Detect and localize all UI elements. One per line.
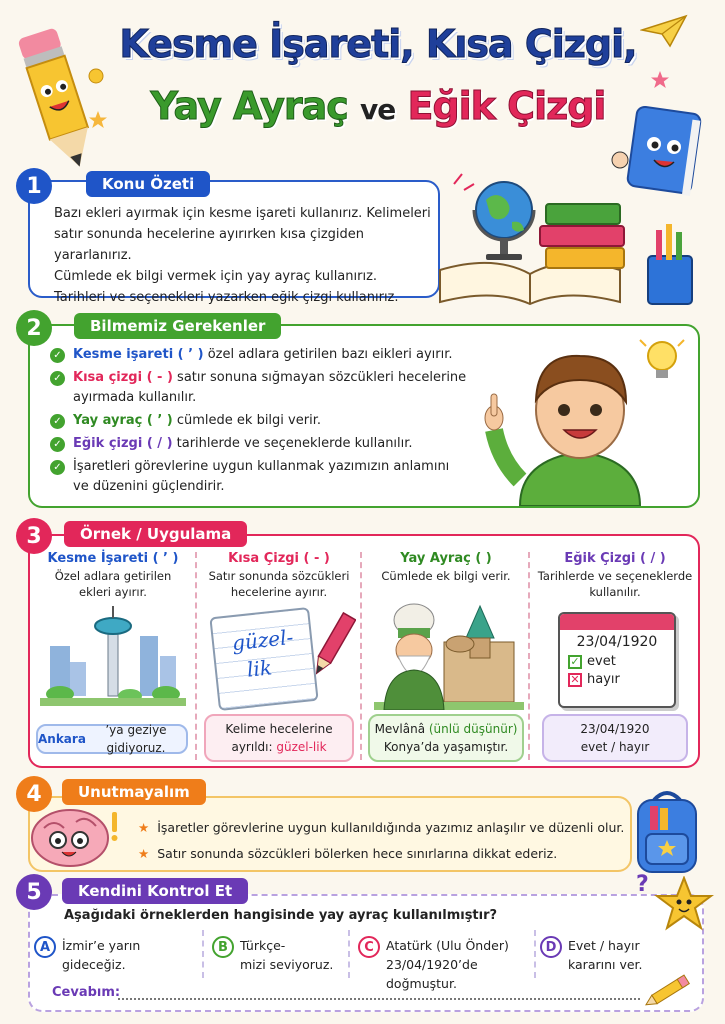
example-parentheses: Mevlânâ (ünlü düşünür) Konya’da yaşamıştır.: [368, 714, 524, 762]
star-icon: [88, 110, 108, 130]
notebook-word: lik: [245, 655, 274, 682]
paper-plane-icon: [640, 14, 688, 48]
summary-text: Bazı ekleri ayırmak için kesme işareti kullanırız. Kelimeleri satır sonunda hecelerine ayırırken kısa çizgiden yararlanırız. Cümlede ek bilgi vermek için yay ayraç kullanırız. Tarihleri ve seçenekleri yazarken eğik çizgi kullanırız.: [54, 206, 431, 305]
option-b[interactable]: B Türkçe- mizi seviyoruz.: [212, 936, 342, 974]
example-col-slash: Eğik Çizgi ( / ) Tarihlerde ve seçeneklerde kullanılır.: [537, 551, 693, 599]
calendar-yes: ✓ evet: [568, 654, 674, 669]
notebook-illustration: [209, 607, 318, 711]
list-item: ✓ Kısa çizgi ( - ) satır sonuna sığmayan sözcükleri hecelerine ayırmada kullanılır.: [50, 368, 490, 408]
option-divider: [534, 930, 536, 978]
notebook-word: güzel-: [230, 624, 295, 656]
mevlana-illustration-icon: [374, 598, 524, 710]
check-icon: ✓: [50, 460, 65, 475]
section-number: 2: [16, 310, 52, 346]
column-divider: [195, 552, 197, 760]
calendar-illustration: [558, 612, 676, 708]
star-bullet-icon: ★: [138, 846, 150, 861]
answer-label: Cevabım:: [52, 985, 121, 1000]
check-icon: ✓: [50, 371, 65, 386]
section-label: Konu Özeti: [86, 171, 210, 197]
red-pencil-icon: [310, 610, 356, 680]
section-label: Unutmayalım: [62, 779, 206, 805]
section-number: 4: [16, 776, 52, 812]
option-divider: [202, 930, 204, 978]
list-item: ✓ İşaretleri görevlerine uygun kullanmak yazımızın anlamını ve düzenini güçlendirir.: [50, 457, 490, 497]
list-item: ✓ Yay ayraç ( ’ ) cümlede ek bilgi verir.: [50, 411, 490, 431]
question-text: Aşağıdaki örneklerden hangisinde yay ayraç kullanılmıştır?: [64, 908, 498, 923]
boy-pointing-illustration-icon: [480, 330, 700, 506]
page-title: Kesme İşareti, Kısa Çizgi,: [119, 22, 637, 66]
section-number: 5: [16, 874, 52, 910]
example-hyphen: Kelime hecelerine ayrıldı: güzel-lik: [204, 714, 354, 762]
calendar-header: [560, 614, 674, 630]
calendar-no: ✕ hayır: [568, 672, 674, 687]
ankara-tower-illustration-icon: [40, 606, 186, 706]
list-item: ✓ Eğik çizgi ( / ) tarihlerde ve seçeneklerde kullanılır.: [50, 434, 490, 454]
remember-list: [138, 818, 628, 864]
example-col-hyphen: Kısa Çizgi ( - ) Satır sonunda sözcükleri hecelerine ayırır.: [208, 551, 350, 599]
section-label: Bilmemiz Gerekenler: [74, 313, 281, 339]
check-icon: ✓: [50, 414, 65, 429]
example-col-apostrophe: Kesme İşareti ( ’ ) Özel adlara getirilen ekleri ayırır.: [47, 551, 179, 599]
section-number: 1: [16, 168, 52, 204]
star-bullet-icon: ★: [138, 820, 150, 835]
option-c[interactable]: C Atatürk (Ulu Önder) 23/04/1920’de doğmuştur.: [358, 936, 534, 993]
check-icon: ✓: [50, 437, 65, 452]
star-mascot-icon: [654, 876, 714, 932]
page-title-line2: Yay Ayraç ve Eğik Çizgi: [150, 84, 606, 128]
calendar-date: 23/04/1920: [576, 634, 658, 650]
question-mark-icon: ?: [636, 872, 649, 897]
checkbox-checked-icon: ✓: [568, 655, 582, 669]
section-label: Örnek / Uygulama: [64, 521, 247, 547]
pencil-icon: [642, 972, 694, 1010]
section-label: Kendini Kontrol Et: [62, 878, 248, 904]
column-divider: [528, 552, 530, 760]
answer-line[interactable]: [118, 998, 640, 1000]
star-icon: [650, 70, 670, 90]
example-slash: 23/04/1920 evet / hayır: [542, 714, 688, 762]
backpack-icon: [628, 786, 706, 876]
option-divider: [348, 930, 350, 978]
option-d[interactable]: D Evet / hayır kararını ver.: [540, 936, 670, 974]
checkbox-x-icon: ✕: [568, 673, 582, 687]
pencil-mascot-icon: [8, 20, 108, 180]
knowledge-list: [50, 345, 490, 497]
column-divider: [360, 552, 362, 760]
option-a[interactable]: A İzmir’e yarın gideceğiz.: [34, 936, 204, 974]
globe-books-illustration-icon: [434, 170, 704, 308]
example-col-parentheses: Yay Ayraç ( ) Cümlede ek bilgi verir.: [381, 551, 511, 583]
list-item: ✓ Kesme işareti ( ’ ) özel adlara getirilen bazı eikleri ayırır.: [50, 345, 490, 365]
list-item: ★ İşaretler görevlerine uygun kullanıldığında yazımız anlaşılır ve düzenli olur.: [138, 818, 628, 838]
section-number: 3: [16, 518, 52, 554]
list-item: ★ Satır sonunda sözcükleri bölerken hece sınırlarına dikkat ederiz.: [138, 844, 628, 864]
example-apostrophe: Ankara ’ya geziye gidiyoruz.: [36, 724, 188, 754]
check-icon: ✓: [50, 348, 65, 363]
brain-mascot-icon: [20, 804, 130, 876]
